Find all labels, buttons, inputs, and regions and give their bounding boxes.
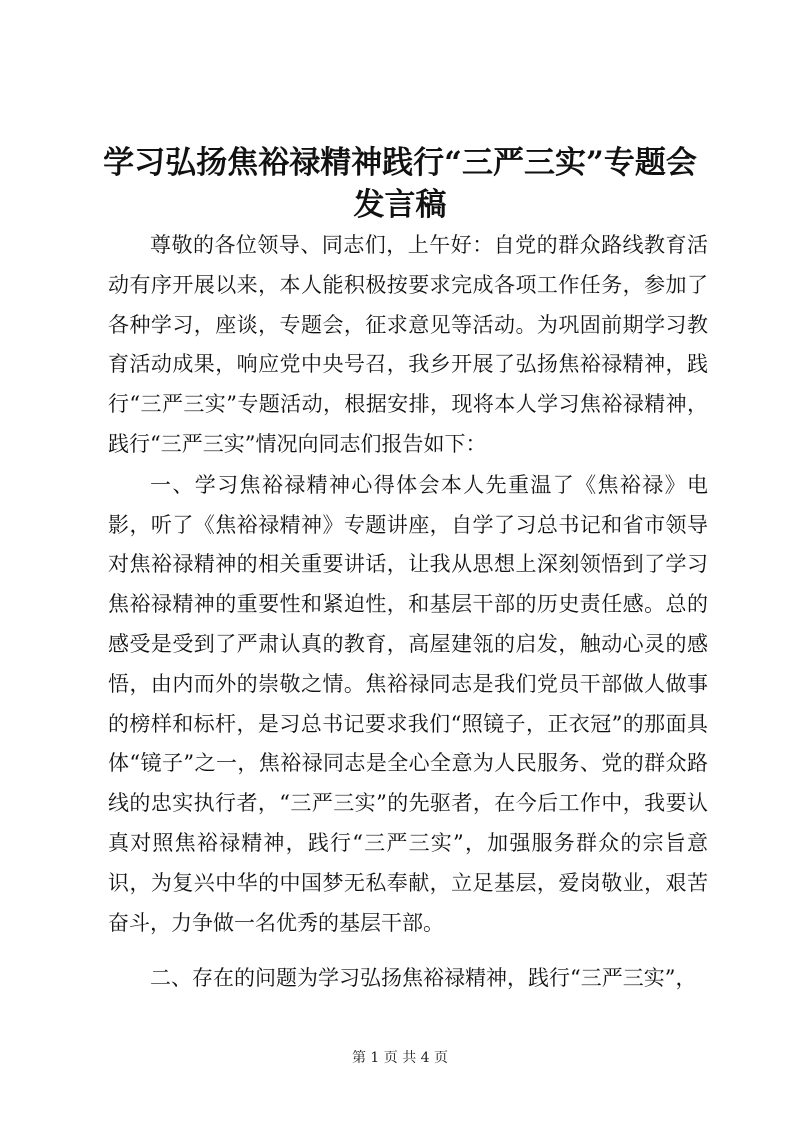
paragraph-section-1: 一、学习焦裕禄精神心得体会本人先重温了《焦裕禄》电影，听了《焦裕禄精神》专题讲座，自学了习总书记和省市领导对焦裕禄精神的相关重要讲话，让我从思想上深刻领悟到了学习焦裕禄精神的重要性和紧迫性，和基层干部的历史责任感。总的感受是受到了严肃认真的教育，高屋建瓴的启发，触动心灵的感悟，由内而外的崇敬之情。焦裕禄同志是我们党员干部做人做事的榜样和标杆，是习总书记要求我们“照镜子，正衣冠”的那面具体“镜子”之一，焦裕禄同志是全心全意为人民服务、党的群众路线的忠实执行者，“三严三实”的先驱者，在今后工作中，我要认真对照焦裕禄精神，践行“三严三实”，加强服务群众的宗旨意识，为复兴中华的中国梦无私奉献，立足基层，爱岗敬业，艰苦奋斗，力争做一名优秀的基层干部。 (108, 472, 708, 935)
paragraph-section-2: 二、存在的问题为学习弘扬焦裕禄精神，践行“三严三实”， (150, 966, 697, 991)
document-body (108, 226, 708, 999)
page-footer: 第 1 页 共 4 页 (351, 1050, 449, 1066)
document-title-line-2: 发言稿 (353, 187, 447, 223)
document-title-line-1: 学习弘扬焦裕禄精神践行“三严三实”专题会 (103, 145, 697, 181)
paragraph-greeting: 尊敬的各位领导、同志们，上午好：自党的群众路线教育活动有序开展以来，本人能积极按要求完成各项工作任务，参加了各种学习，座谈，专题会，征求意见等活动。为巩固前期学习教育活动成果，响应党中央号召，我乡开展了弘扬焦裕禄精神，践行“三严三实”专题活动，根据安排，现将本人学习焦裕禄精神，践行“三严三实”情况向同志们报告如下： (108, 233, 708, 456)
